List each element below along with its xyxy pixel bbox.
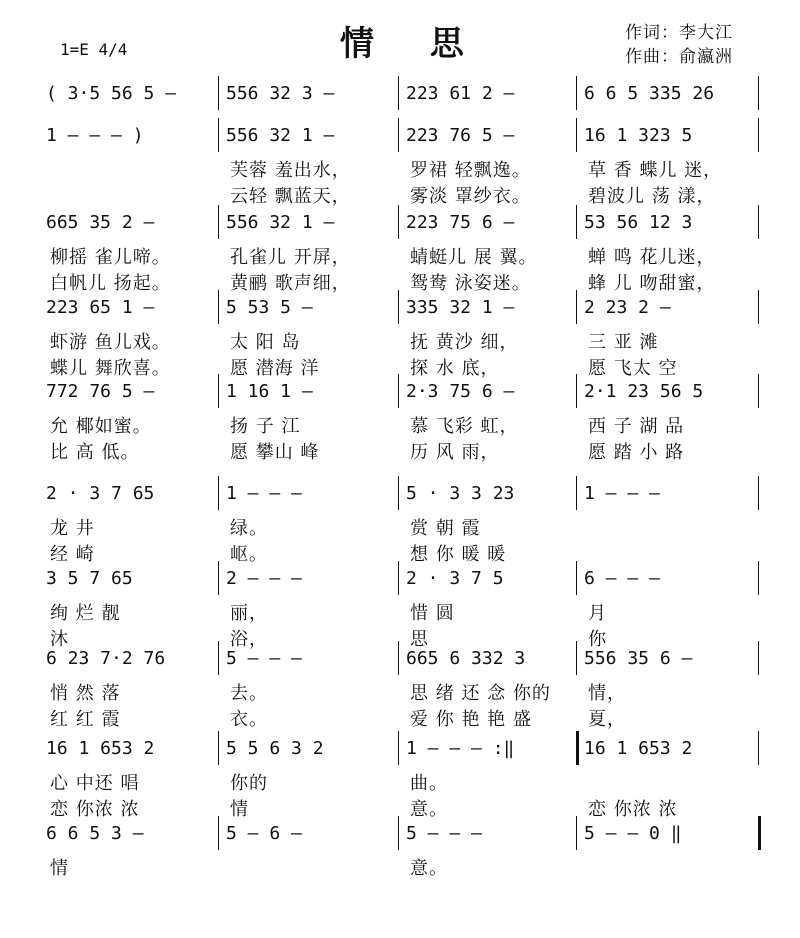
measure: 5 · 3 3 23 bbox=[406, 482, 515, 504]
lyric-segment: 鸳鸯 泳姿迷。 bbox=[410, 273, 531, 294]
notation-line bbox=[0, 641, 800, 675]
lyric-line bbox=[0, 679, 800, 705]
measure: 556 35 6 — bbox=[584, 647, 693, 669]
lyric-segment: 蝶儿 舞欣喜。 bbox=[50, 358, 171, 379]
notation-line bbox=[0, 205, 800, 239]
lyric-segment: 意。 bbox=[410, 858, 448, 879]
lyric-segment: 抚 黄沙 细， bbox=[410, 332, 519, 353]
measure: 1 — — — bbox=[226, 482, 302, 504]
lyric-segment: 意。 bbox=[410, 799, 448, 820]
notation-line bbox=[0, 290, 800, 324]
measure: 5 — — — bbox=[406, 822, 482, 844]
lyric-segment: 愿 飞太 空 bbox=[588, 358, 678, 379]
measure: 6 6 5 3 — bbox=[46, 822, 144, 844]
lyric-segment: 心 中还 唱 bbox=[50, 773, 140, 794]
lyric-segment: 云轻 飘蓝天， bbox=[230, 186, 351, 207]
lyric-segment: 扬 子 江 bbox=[230, 416, 301, 437]
measure: 5 — — — bbox=[226, 647, 302, 669]
measure: 1 — — — :‖ bbox=[406, 737, 515, 759]
measure: 2 — — — bbox=[226, 567, 302, 589]
lyric-segment: 草 香 蝶儿 迷， bbox=[588, 160, 723, 181]
lyric-segment: 愿 踏 小 路 bbox=[588, 442, 685, 463]
lyric-segment: 思 bbox=[410, 629, 429, 650]
lyric-segment: 白帆儿 扬起。 bbox=[50, 273, 171, 294]
notation-line bbox=[0, 476, 800, 510]
lyric-line bbox=[0, 769, 800, 795]
lyric-segment: 情 bbox=[50, 858, 69, 879]
measure: 2 · 3 7 5 bbox=[406, 567, 504, 589]
lyric-line bbox=[0, 328, 800, 354]
lyric-segment: 经 崎 bbox=[50, 544, 95, 565]
lyric-segment: 恋 你浓 浓 bbox=[588, 799, 678, 820]
measure: 335 32 1 — bbox=[406, 296, 515, 318]
notation-line bbox=[0, 374, 800, 408]
lyric-line bbox=[0, 243, 800, 269]
lyric-segment: 三 亚 滩 bbox=[588, 332, 659, 353]
measure: 5 — 6 — bbox=[226, 822, 302, 844]
lyric-segment: 丽， bbox=[230, 603, 268, 624]
lyric-segment: 太 阳 岛 bbox=[230, 332, 301, 353]
lyric-segment: 夏， bbox=[588, 709, 626, 730]
lyric-segment: 蜂 儿 吻甜蜜， bbox=[588, 273, 716, 294]
lyric-segment: 你 bbox=[588, 629, 607, 650]
lyric-segment: 爱 你 艳 艳 盛 bbox=[410, 709, 532, 730]
lyric-segment: 想 你 暖 暖 bbox=[410, 544, 507, 565]
lyric-segment: 赏 朝 霞 bbox=[410, 518, 481, 539]
lyric-segment: 绿。 bbox=[230, 518, 268, 539]
measure: 223 65 1 — bbox=[46, 296, 155, 318]
lyric-segment: 柳摇 雀儿啼。 bbox=[50, 247, 171, 268]
lyric-segment: 比 高 低。 bbox=[50, 442, 140, 463]
measure: 2 · 3 7 65 bbox=[46, 482, 155, 504]
lyric-line bbox=[0, 705, 800, 731]
measure: ( 3·5 56 5 — bbox=[46, 82, 177, 104]
measure: 556 32 1 — bbox=[226, 211, 335, 233]
lyric-line bbox=[0, 412, 800, 438]
lyric-segment: 虾游 鱼儿戏。 bbox=[50, 332, 171, 353]
lyric-line bbox=[0, 156, 800, 182]
lyric-segment: 芙蓉 羞出水， bbox=[230, 160, 351, 181]
measure: 6 6 5 335 26 bbox=[584, 82, 715, 104]
measure: 665 6 332 3 bbox=[406, 647, 526, 669]
measure: 1 — — — bbox=[584, 482, 660, 504]
notation-line bbox=[0, 731, 800, 765]
key-time-signature: 1=E 4/4 bbox=[60, 40, 128, 59]
measure: 2·1 23 56 5 bbox=[584, 380, 704, 402]
measure: 223 75 6 — bbox=[406, 211, 515, 233]
measure: 665 35 2 — bbox=[46, 211, 155, 233]
notation-line bbox=[0, 76, 800, 110]
lyric-segment: 悄 然 落 bbox=[50, 683, 121, 704]
lyric-segment: 情， bbox=[588, 683, 626, 704]
lyric-segment: 西 子 湖 品 bbox=[588, 416, 685, 437]
lyric-segment: 浴， bbox=[230, 629, 268, 650]
lyric-segment: 愿 潜海 洋 bbox=[230, 358, 320, 379]
measure: 53 56 12 3 bbox=[584, 211, 693, 233]
measure: 5 53 5 — bbox=[226, 296, 313, 318]
lyric-segment: 雾淡 罩纱衣。 bbox=[410, 186, 531, 207]
notation-line bbox=[0, 118, 800, 152]
lyric-line bbox=[0, 854, 800, 880]
measure: 1 16 1 — bbox=[226, 380, 313, 402]
lyric-segment: 碧波儿 荡 漾， bbox=[588, 186, 716, 207]
measure: 16 1 653 2 bbox=[46, 737, 155, 759]
lyric-segment: 惜 圆 bbox=[410, 603, 455, 624]
measure: 556 32 1 — bbox=[226, 124, 335, 146]
lyricist-credit: 作词：李大江 bbox=[625, 23, 733, 43]
composer-credit: 作曲：俞瀛洲 bbox=[625, 47, 733, 67]
notation-line bbox=[0, 561, 800, 595]
lyric-segment: 蜻蜓儿 展 翼。 bbox=[410, 247, 538, 268]
measure: 772 76 5 — bbox=[46, 380, 155, 402]
measure: 2 23 2 — bbox=[584, 296, 671, 318]
lyric-segment: 你的 bbox=[230, 773, 268, 794]
lyric-line bbox=[0, 514, 800, 540]
lyric-segment: 黄鹂 歌声细， bbox=[230, 273, 351, 294]
notation-line bbox=[0, 816, 800, 850]
lyric-segment: 孔雀儿 开屏， bbox=[230, 247, 351, 268]
lyric-segment: 红 红 霞 bbox=[50, 709, 121, 730]
measure: 16 1 323 5 bbox=[584, 124, 693, 146]
lyric-segment: 情 bbox=[230, 799, 249, 820]
measure: 223 61 2 — bbox=[406, 82, 515, 104]
measure: 5 5 6 3 2 bbox=[226, 737, 324, 759]
lyric-segment: 历 风 雨， bbox=[410, 442, 500, 463]
lyric-segment: 慕 飞彩 虹， bbox=[410, 416, 519, 437]
lyric-line bbox=[0, 438, 800, 464]
lyric-segment: 沐 bbox=[50, 629, 69, 650]
lyric-segment: 月 bbox=[588, 603, 607, 624]
lyric-segment: 罗裙 轻飘逸。 bbox=[410, 160, 531, 181]
lyric-segment: 探 水 底， bbox=[410, 358, 500, 379]
lyric-segment: 允 椰如蜜。 bbox=[50, 416, 152, 437]
lyric-segment: 恋 你浓 浓 bbox=[50, 799, 140, 820]
staff-row bbox=[0, 816, 800, 938]
measure: 6 23 7·2 76 bbox=[46, 647, 166, 669]
lyric-segment: 去。 bbox=[230, 683, 268, 704]
measure: 223 76 5 — bbox=[406, 124, 515, 146]
measure: 3 5 7 65 bbox=[46, 567, 133, 589]
measure: 5 — — 0 ‖ bbox=[584, 822, 682, 844]
lyric-segment: 龙 井 bbox=[50, 518, 95, 539]
page-title: 情 思 bbox=[340, 24, 486, 64]
measure: 556 32 3 — bbox=[226, 82, 335, 104]
lyric-segment: 衣。 bbox=[230, 709, 268, 730]
measure: 1 — — — ) bbox=[46, 124, 144, 146]
measure: 16 1 653 2 bbox=[584, 737, 693, 759]
lyric-segment: 曲。 bbox=[410, 773, 448, 794]
lyric-segment: 思 绪 还 念 你的 bbox=[410, 683, 551, 704]
lyric-segment: 蝉 鸣 花儿迷， bbox=[588, 247, 716, 268]
measure: 2·3 75 6 — bbox=[406, 380, 515, 402]
lyric-segment: 岖。 bbox=[230, 544, 268, 565]
lyric-line bbox=[0, 880, 800, 906]
lyric-segment: 绚 烂 靓 bbox=[50, 603, 121, 624]
measure: 6 — — — bbox=[584, 567, 660, 589]
lyric-segment: 愿 攀山 峰 bbox=[230, 442, 320, 463]
lyric-line bbox=[0, 599, 800, 625]
